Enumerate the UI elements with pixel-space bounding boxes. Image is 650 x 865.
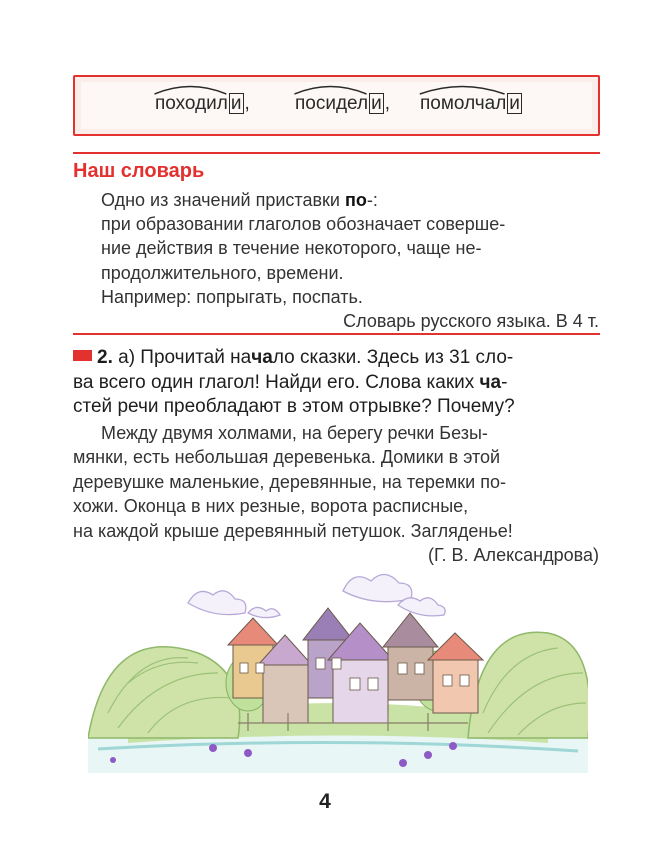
- comma: ,: [384, 93, 390, 114]
- comma: ,: [244, 93, 250, 114]
- bold-prefix: по: [344, 190, 367, 210]
- task-number: 2.: [97, 347, 113, 368]
- word-ending: и: [509, 93, 520, 114]
- morph-word-3: [418, 93, 522, 115]
- story-line: Между двумя холмами, на берегу речки Безы-: [101, 423, 488, 443]
- story-text: [73, 421, 599, 567]
- word-ending: и: [230, 93, 242, 114]
- stem-arc-icon: [153, 85, 228, 95]
- task-marker-icon: [73, 350, 92, 361]
- word-stem: походил: [155, 93, 228, 114]
- story-line: хожи. Оконца в них резные, ворота расписные,: [73, 496, 469, 517]
- stem-arc-icon: [293, 85, 368, 95]
- dictionary-line: продолжительного, времени.: [101, 262, 344, 283]
- story-author: (Г. В. Александрова): [428, 545, 599, 566]
- story-line: на каждой крыше деревянный петушок. Загляденье!: [73, 520, 513, 541]
- story-line: деревушке маленькие, деревянные, на теремки по-: [73, 471, 506, 492]
- dictionary-source: Словарь русского языка. В 4 т.: [343, 311, 599, 332]
- dictionary-example: Например: попрыгать, поспать.: [101, 286, 363, 307]
- morph-word-2: [293, 93, 390, 115]
- section-divider: [73, 152, 600, 154]
- word-stem: помолчал: [420, 93, 507, 114]
- story-line: мянки, есть небольшая деревенька. Домики в этой: [73, 447, 501, 468]
- dictionary-text: [101, 188, 599, 333]
- morph-word-1: [153, 93, 250, 115]
- dictionary-line: Одно из значений приставки по-:: [101, 190, 378, 210]
- task-2: 2. а) Прочитай начало сказки. Здесь из 31 сло- ва всего один глагол! Найди его. Слова каких ча- стей речи преобладают в этом отрывке? Почему?: [73, 346, 599, 420]
- stem-arc-icon: [418, 85, 506, 95]
- page-number: 4: [319, 790, 331, 813]
- task-line: стей речи преобладают в этом отрывке? Почему?: [73, 396, 515, 417]
- dictionary-line: ние действия в течение некоторого, чаще не-: [101, 238, 482, 259]
- section-divider: [73, 333, 600, 335]
- word-stem: посидел: [295, 93, 369, 114]
- word-ending: и: [371, 93, 382, 114]
- village-illustration-icon: [88, 563, 588, 773]
- dictionary-title: Наш словарь: [73, 160, 205, 182]
- dictionary-line: при образовании глаголов обозначает соверше-: [101, 214, 506, 235]
